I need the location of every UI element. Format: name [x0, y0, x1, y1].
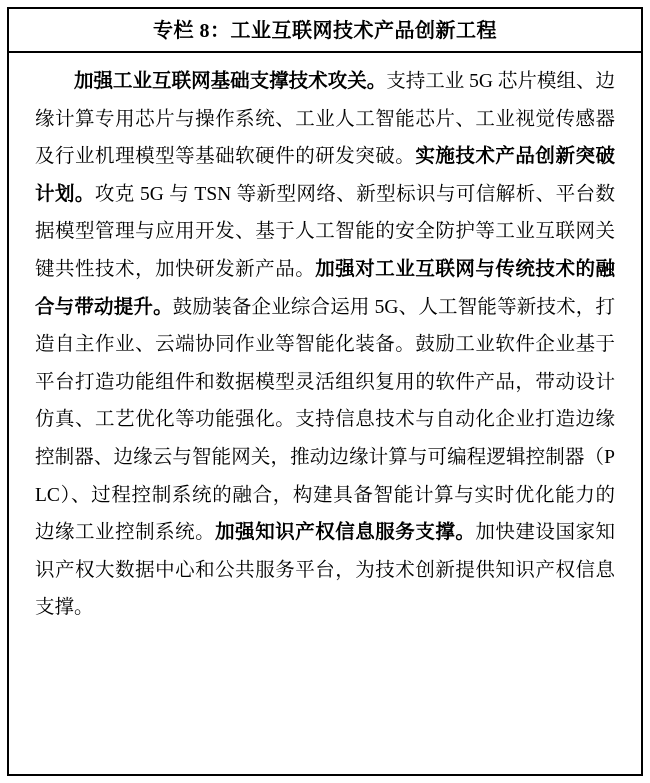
body-seg-4: 攻克 5G 与 TSN 等新型网络、新型标识与可信解析、平台数据模型管理与应用开发、基于人工智能的安全防护等工业互联网关键共性技术，加快研发新产品。 — [35, 183, 615, 280]
box-body — [9, 53, 641, 637]
body-seg-2: 支持工业 5G 芯片模组、边缘计算专用芯片与操作系统、工业人工智能芯片、工业视觉传感器及行业机理模型等基础软硬件的研发突破。 — [35, 71, 615, 168]
body-seg-6: 鼓励装备企业综合运用 5G、人工智能等新技术，打造自主作业、云端协同作业等智能化装备。鼓励工业软件企业基于平台打造功能组件和数据模型灵活组织复用的软件产品，带动设计仿真、工艺优化等功能强化。支持信息技术与自动化企业打造边缘控制器、边缘云与智能网关，推动边缘计算与可编程逻辑控制器（PLC）、过程控制系统的融合，构建具备智能计算与实时优化能力的边缘工业控制系统。 — [35, 296, 615, 544]
body-seg-5-bold: 加强对工业互联网与传统技术的融合与带动提升。 — [35, 258, 615, 318]
box-title: 专栏 8：工业互联网技术产品创新工程 — [9, 9, 641, 53]
body-paragraph — [35, 63, 615, 627]
body-seg-7-bold: 加强知识产权信息服务支撑。 — [215, 522, 476, 544]
body-seg-8: 加快建设国家知识产权大数据中心和公共服务平台，为技术创新提供知识产权信息支撑。 — [35, 522, 615, 619]
highlight-box — [7, 7, 643, 776]
body-seg-3-bold: 实施技术产品创新突破计划。 — [35, 146, 615, 205]
body-seg-1-bold: 加强工业互联网基础支撑技术攻关。 — [74, 71, 387, 92]
